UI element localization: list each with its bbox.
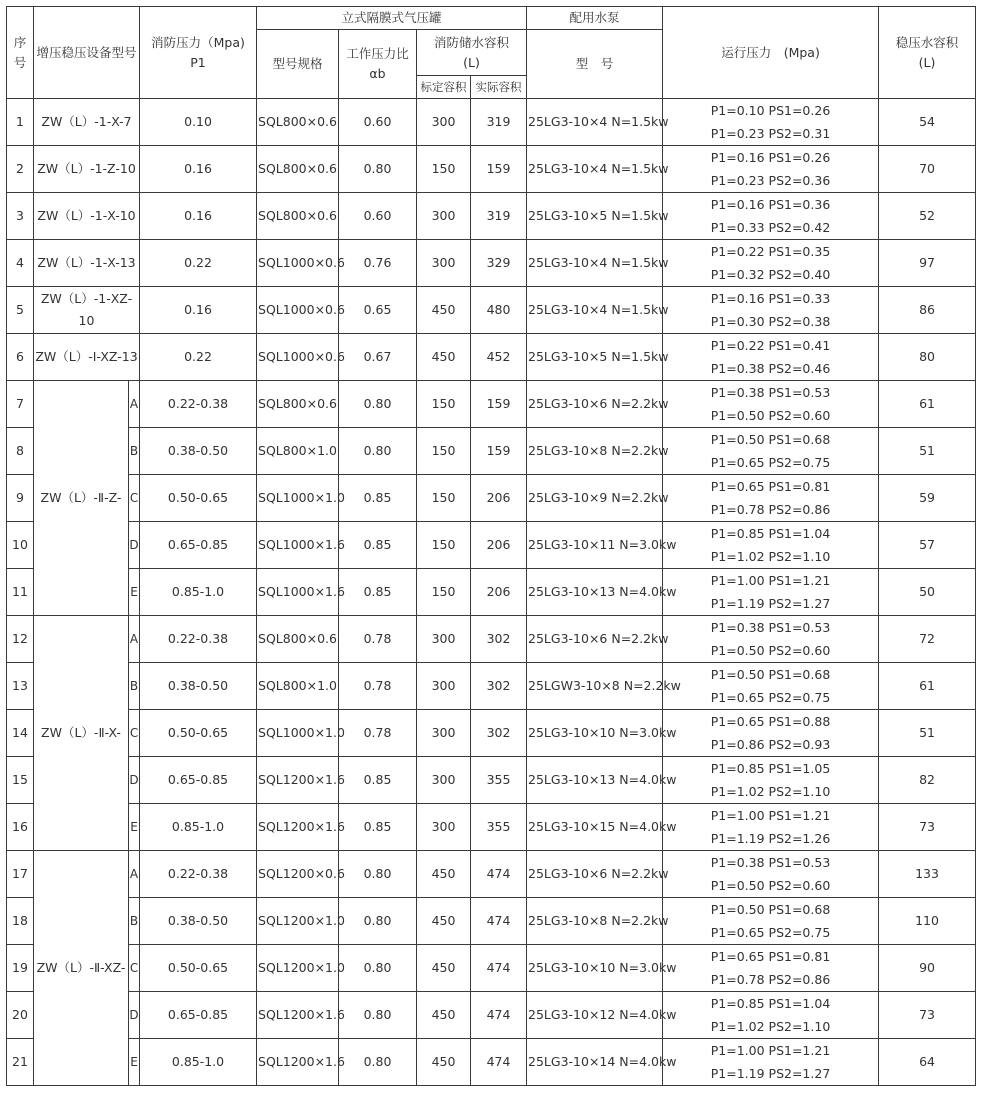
tank-spec: SQL1200×1.6 [257,992,339,1039]
row-number: 14 [7,710,34,757]
stable-volume: 52 [879,193,976,240]
nominal-volume: 450 [417,1039,471,1086]
stable-volume: 51 [879,710,976,757]
run-pressure-line2: P1=1.19 PS2=1.26 [710,831,831,846]
table-row [7,851,976,898]
fire-pressure-p1: 0.22-0.38 [140,851,257,898]
device-model-group: ZW（L）-Ⅱ-X- [34,616,129,851]
tank-spec: SQL1200×0.6 [257,851,339,898]
run-pressure-line1: P1=0.16 PS1=0.36 [710,197,831,212]
work-pressure-ratio: 0.80 [339,851,417,898]
run-pressure [663,475,879,522]
stable-volume: 64 [879,1039,976,1086]
header-storage-line2: (L) [463,54,480,70]
actual-volume: 302 [471,710,527,757]
actual-volume: 159 [471,381,527,428]
run-pressure-line2: P1=0.50 PS2=0.60 [710,878,831,893]
run-pressure-line2: P1=1.02 PS2=1.10 [710,549,831,564]
fire-pressure-p1: 0.50-0.65 [140,945,257,992]
pump-model: 25LG3-10×8 N=2.2kw [527,898,663,945]
fire-pressure-p1: 0.65-0.85 [140,522,257,569]
table-row [7,287,976,334]
stable-volume: 90 [879,945,976,992]
run-pressure-line1: P1=0.65 PS1=0.81 [710,479,831,494]
row-number: 10 [7,522,34,569]
device-model: ZW（L）-Ⅰ-XZ-13 [34,334,140,381]
stable-volume: 80 [879,334,976,381]
device-model-group: ZW（L）-Ⅱ-Z- [34,381,129,616]
header-seq: 序号 [7,7,34,99]
header-fire-pressure-line2: P1 [190,54,206,70]
pump-model: 25LG3-10×14 N=4.0kw [527,1039,663,1086]
run-pressure-line2: P1=0.78 PS2=0.86 [710,972,831,987]
tank-spec: SQL1200×1.0 [257,898,339,945]
nominal-volume: 450 [417,287,471,334]
run-pressure [663,99,879,146]
run-pressure-line2: P1=0.65 PS2=0.75 [710,455,831,470]
actual-volume: 319 [471,193,527,240]
table-row [7,334,976,381]
run-pressure-line1: P1=0.16 PS1=0.33 [710,291,831,306]
header-storage-line1: 消防储水容积 [434,34,510,50]
run-pressure [663,522,879,569]
pump-model: 25LG3-10×4 N=1.5kw [527,146,663,193]
nominal-volume: 300 [417,710,471,757]
nominal-volume: 150 [417,381,471,428]
tank-spec: SQL1000×1.0 [257,710,339,757]
run-pressure-line2: P1=0.23 PS2=0.31 [710,126,831,141]
work-pressure-ratio: 0.78 [339,663,417,710]
sub-model-letter: A [129,616,140,663]
stable-volume: 82 [879,757,976,804]
table-row [7,992,976,1039]
fire-pressure-p1: 0.85-1.0 [140,1039,257,1086]
run-pressure-line1: P1=0.50 PS1=0.68 [710,667,831,682]
actual-volume: 355 [471,757,527,804]
row-number: 15 [7,757,34,804]
run-pressure [663,334,879,381]
run-pressure [663,992,879,1039]
actual-volume: 159 [471,146,527,193]
fire-pressure-p1: 0.50-0.65 [140,710,257,757]
run-pressure-line2: P1=1.02 PS2=1.10 [710,784,831,799]
fire-pressure-p1: 0.16 [140,287,257,334]
fire-pressure-p1: 0.38-0.50 [140,663,257,710]
pump-model: 25LG3-10×9 N=2.2kw [527,475,663,522]
run-pressure-line1: P1=1.00 PS1=1.21 [710,1043,831,1058]
pump-model: 25LG3-10×4 N=1.5kw [527,99,663,146]
device-model-group: ZW（L）-Ⅱ-XZ- [34,851,129,1086]
stable-volume: 110 [879,898,976,945]
run-pressure-line2: P1=0.23 PS2=0.36 [710,173,831,188]
actual-volume: 302 [471,616,527,663]
fire-pressure-p1: 0.22-0.38 [140,381,257,428]
row-number: 12 [7,616,34,663]
sub-model-letter: B [129,428,140,475]
table-row [7,240,976,287]
work-pressure-ratio: 0.78 [339,616,417,663]
work-pressure-ratio: 0.80 [339,945,417,992]
run-pressure [663,428,879,475]
row-number: 13 [7,663,34,710]
pump-model: 25LG3-10×5 N=1.5kw [527,193,663,240]
actual-volume: 474 [471,1039,527,1086]
row-number: 2 [7,146,34,193]
table-row [7,569,976,616]
fire-pressure-p1: 0.38-0.50 [140,428,257,475]
fire-pressure-p1: 0.65-0.85 [140,992,257,1039]
run-pressure-line1: P1=0.38 PS1=0.53 [710,855,831,870]
row-number: 16 [7,804,34,851]
tank-spec: SQL1000×0.6 [257,287,339,334]
header-storage-volume [417,30,527,76]
pump-model: 25LG3-10×11 N=3.0kw [527,522,663,569]
fire-pressure-p1: 0.22 [140,240,257,287]
run-pressure-line1: P1=1.00 PS1=1.21 [710,808,831,823]
fire-pressure-p1: 0.22-0.38 [140,616,257,663]
table-row [7,475,976,522]
tank-spec: SQL1200×1.6 [257,804,339,851]
fire-pressure-p1: 0.65-0.85 [140,757,257,804]
table-row [7,428,976,475]
tank-spec: SQL800×1.0 [257,663,339,710]
row-number: 3 [7,193,34,240]
row-number: 7 [7,381,34,428]
run-pressure [663,287,879,334]
run-pressure [663,381,879,428]
run-pressure-line1: P1=0.22 PS1=0.35 [710,244,831,259]
actual-volume: 159 [471,428,527,475]
nominal-volume: 150 [417,428,471,475]
table-row [7,710,976,757]
fire-pressure-p1: 0.85-1.0 [140,804,257,851]
run-pressure [663,804,879,851]
run-pressure [663,193,879,240]
device-model: ZW（L）-1-X-7 [34,99,140,146]
run-pressure-line1: P1=0.65 PS1=0.88 [710,714,831,729]
device-model: ZW（L）-1-XZ-10 [34,287,140,334]
work-pressure-ratio: 0.60 [339,193,417,240]
sub-model-letter: A [129,381,140,428]
run-pressure-line1: P1=0.85 PS1=1.04 [710,996,831,1011]
row-number: 1 [7,99,34,146]
sub-model-letter: D [129,522,140,569]
run-pressure [663,898,879,945]
fire-pressure-p1: 0.50-0.65 [140,475,257,522]
table-row [7,898,976,945]
actual-volume: 206 [471,475,527,522]
header-tank-group: 立式隔膜式气压罐 [257,7,527,30]
actual-volume: 329 [471,240,527,287]
device-model: ZW（L）-1-X-10 [34,193,140,240]
run-pressure-line2: P1=0.78 PS2=0.86 [710,502,831,517]
actual-volume: 452 [471,334,527,381]
fire-pressure-p1: 0.85-1.0 [140,569,257,616]
device-model: ZW（L）-1-Z-10 [34,146,140,193]
stable-volume: 133 [879,851,976,898]
run-pressure-line2: P1=0.65 PS2=0.75 [710,690,831,705]
run-pressure-line2: P1=0.50 PS2=0.60 [710,408,831,423]
tank-spec: SQL1000×0.6 [257,240,339,287]
row-number: 20 [7,992,34,1039]
table-row [7,616,976,663]
actual-volume: 206 [471,522,527,569]
tank-spec: SQL800×0.6 [257,616,339,663]
run-pressure [663,146,879,193]
fire-pressure-p1: 0.16 [140,193,257,240]
run-pressure-line1: P1=0.65 PS1=0.81 [710,949,831,964]
stable-volume: 57 [879,522,976,569]
run-pressure-line1: P1=0.85 PS1=1.04 [710,526,831,541]
stable-volume: 73 [879,992,976,1039]
work-pressure-ratio: 0.85 [339,569,417,616]
fire-pressure-p1: 0.38-0.50 [140,898,257,945]
pump-model: 25LG3-10×6 N=2.2kw [527,616,663,663]
run-pressure-line2: P1=0.30 PS2=0.38 [710,314,831,329]
fire-pressure-p1: 0.16 [140,146,257,193]
run-pressure-line1: P1=0.22 PS1=0.41 [710,338,831,353]
header-work-ratio-line2: αb [369,66,386,81]
run-pressure [663,569,879,616]
sub-model-letter: B [129,898,140,945]
nominal-volume: 450 [417,992,471,1039]
row-number: 19 [7,945,34,992]
stable-volume: 61 [879,663,976,710]
table-row [7,522,976,569]
run-pressure-line1: P1=0.38 PS1=0.53 [710,385,831,400]
header-device-model: 增压稳压设备型号 [34,7,140,99]
work-pressure-ratio: 0.85 [339,475,417,522]
actual-volume: 206 [471,569,527,616]
pump-model: 25LG3-10×4 N=1.5kw [527,287,663,334]
stable-volume: 51 [879,428,976,475]
table-row [7,146,976,193]
work-pressure-ratio: 0.85 [339,757,417,804]
stable-volume: 59 [879,475,976,522]
run-pressure-line2: P1=0.38 PS2=0.46 [710,361,831,376]
run-pressure-line2: P1=0.32 PS2=0.40 [710,267,831,282]
run-pressure-line1: P1=0.38 PS1=0.53 [710,620,831,635]
pump-model: 25LG3-10×10 N=3.0kw [527,945,663,992]
pump-model: 25LG3-10×6 N=2.2kw [527,381,663,428]
run-pressure [663,710,879,757]
nominal-volume: 450 [417,334,471,381]
table-row [7,757,976,804]
header-fire-pressure-line1: 消防压力（Mpa) [151,34,245,50]
pump-model: 25LG3-10×13 N=4.0kw [527,569,663,616]
work-pressure-ratio: 0.80 [339,146,417,193]
actual-volume: 474 [471,992,527,1039]
run-pressure-line2: P1=0.65 PS2=0.75 [710,925,831,940]
tank-spec: SQL1200×1.6 [257,1039,339,1086]
nominal-volume: 450 [417,898,471,945]
sub-model-letter: C [129,710,140,757]
sub-model-letter: A [129,851,140,898]
fire-pressure-p1: 0.10 [140,99,257,146]
run-pressure [663,616,879,663]
run-pressure [663,240,879,287]
row-number: 18 [7,898,34,945]
actual-volume: 355 [471,804,527,851]
tank-spec: SQL1000×1.0 [257,475,339,522]
nominal-volume: 450 [417,851,471,898]
row-number: 11 [7,569,34,616]
stable-volume: 73 [879,804,976,851]
run-pressure [663,945,879,992]
run-pressure-line2: P1=0.50 PS2=0.60 [710,643,831,658]
actual-volume: 319 [471,99,527,146]
pump-model: 25LG3-10×13 N=4.0kw [527,757,663,804]
work-pressure-ratio: 0.85 [339,522,417,569]
header-work-ratio-line1: 工作压力比 [346,46,409,61]
table-row [7,663,976,710]
row-number: 6 [7,334,34,381]
header-fire-pressure [140,7,257,99]
header-run-pressure: 运行压力 (Mpa) [663,7,879,99]
run-pressure-line2: P1=1.19 PS2=1.27 [710,596,831,611]
table-row [7,193,976,240]
run-pressure [663,663,879,710]
pump-model: 25LG3-10×6 N=2.2kw [527,851,663,898]
run-pressure-line1: P1=0.50 PS1=0.68 [710,432,831,447]
row-number: 8 [7,428,34,475]
header-tank-spec: 型号规格 [257,30,339,99]
sub-model-letter: C [129,945,140,992]
run-pressure [663,757,879,804]
work-pressure-ratio: 0.78 [339,710,417,757]
tank-spec: SQL1000×1.6 [257,569,339,616]
run-pressure-line1: P1=0.16 PS1=0.26 [710,150,831,165]
sub-model-letter: B [129,663,140,710]
stable-volume: 72 [879,616,976,663]
run-pressure-line2: P1=1.02 PS2=1.10 [710,1019,831,1034]
nominal-volume: 300 [417,240,471,287]
row-number: 4 [7,240,34,287]
actual-volume: 302 [471,663,527,710]
nominal-volume: 150 [417,569,471,616]
stable-volume: 50 [879,569,976,616]
run-pressure-line2: P1=1.19 PS2=1.27 [710,1066,831,1081]
pump-model: 25LG3-10×10 N=3.0kw [527,710,663,757]
nominal-volume: 300 [417,663,471,710]
actual-volume: 474 [471,945,527,992]
actual-volume: 480 [471,287,527,334]
row-number: 17 [7,851,34,898]
header-stable-volume-line1: 稳压水容积 [895,34,959,50]
run-pressure-line2: P1=0.86 PS2=0.93 [710,737,831,752]
row-number: 9 [7,475,34,522]
table-row [7,99,976,146]
nominal-volume: 300 [417,804,471,851]
header-stable-volume [879,7,976,99]
tank-spec: SQL1000×0.6 [257,334,339,381]
tank-spec: SQL1200×1.6 [257,757,339,804]
tank-spec: SQL800×0.6 [257,99,339,146]
run-pressure-line2: P1=0.33 PS2=0.42 [710,220,831,235]
run-pressure [663,851,879,898]
work-pressure-ratio: 0.80 [339,1039,417,1086]
work-pressure-ratio: 0.85 [339,804,417,851]
device-model: ZW（L）-1-X-13 [34,240,140,287]
table-row [7,1039,976,1086]
fire-pressure-p1: 0.22 [140,334,257,381]
sub-model-letter: C [129,475,140,522]
tank-spec: SQL800×1.0 [257,428,339,475]
header-pump-model: 型 号 [527,30,663,99]
table-row [7,945,976,992]
stable-volume: 70 [879,146,976,193]
sub-model-letter: E [129,1039,140,1086]
work-pressure-ratio: 0.80 [339,381,417,428]
header-actual-volume: 实际容积 [471,76,527,99]
work-pressure-ratio: 0.80 [339,992,417,1039]
nominal-volume: 150 [417,522,471,569]
nominal-volume: 150 [417,475,471,522]
nominal-volume: 150 [417,146,471,193]
row-number: 5 [7,287,34,334]
sub-model-letter: D [129,757,140,804]
equipment-spec-table [6,6,976,1086]
tank-spec: SQL800×0.6 [257,193,339,240]
pump-model: 25LG3-10×5 N=1.5kw [527,334,663,381]
run-pressure-line1: P1=0.10 PS1=0.26 [710,103,831,118]
run-pressure-line1: P1=0.50 PS1=0.68 [710,902,831,917]
stable-volume: 54 [879,99,976,146]
pump-model: 25LG3-10×15 N=4.0kw [527,804,663,851]
nominal-volume: 300 [417,757,471,804]
stable-volume: 97 [879,240,976,287]
header-nominal-volume: 标定容积 [417,76,471,99]
actual-volume: 474 [471,851,527,898]
tank-spec: SQL800×0.6 [257,381,339,428]
tank-spec: SQL1000×1.6 [257,522,339,569]
sub-model-letter: D [129,992,140,1039]
run-pressure-line1: P1=0.85 PS1=1.05 [710,761,831,776]
nominal-volume: 300 [417,193,471,240]
nominal-volume: 300 [417,616,471,663]
tank-spec: SQL1200×1.0 [257,945,339,992]
stable-volume: 61 [879,381,976,428]
pump-model: 25LGW3-10×8 N=2.2kw [527,663,663,710]
nominal-volume: 300 [417,99,471,146]
work-pressure-ratio: 0.76 [339,240,417,287]
row-number: 21 [7,1039,34,1086]
table-row [7,804,976,851]
work-pressure-ratio: 0.67 [339,334,417,381]
header-stable-volume-line2: (L) [918,54,936,70]
pump-model: 25LG3-10×8 N=2.2kw [527,428,663,475]
nominal-volume: 450 [417,945,471,992]
header-pump-group: 配用水泵 [527,7,663,30]
stable-volume: 86 [879,287,976,334]
pump-model: 25LG3-10×12 N=4.0kw [527,992,663,1039]
tank-spec: SQL800×0.6 [257,146,339,193]
work-pressure-ratio: 0.80 [339,898,417,945]
run-pressure [663,1039,879,1086]
sub-model-letter: E [129,569,140,616]
work-pressure-ratio: 0.60 [339,99,417,146]
work-pressure-ratio: 0.80 [339,428,417,475]
table-row [7,381,976,428]
work-pressure-ratio: 0.65 [339,287,417,334]
pump-model: 25LG3-10×4 N=1.5kw [527,240,663,287]
run-pressure-line1: P1=1.00 PS1=1.21 [710,573,831,588]
actual-volume: 474 [471,898,527,945]
sub-model-letter: E [129,804,140,851]
header-work-ratio [339,30,417,99]
